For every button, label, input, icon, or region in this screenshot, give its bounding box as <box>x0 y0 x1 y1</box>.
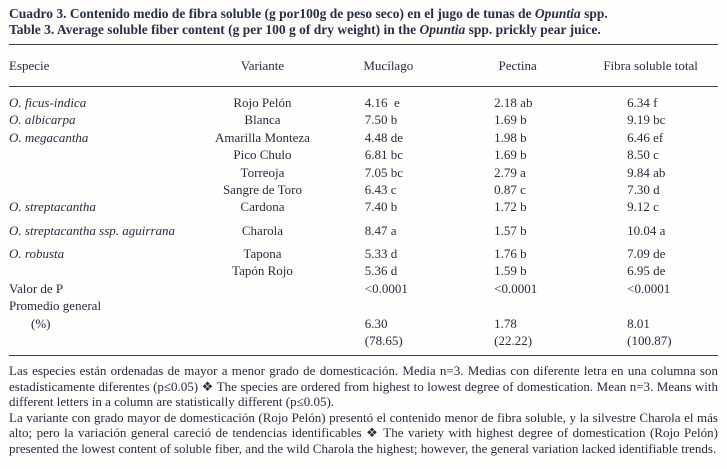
cell-variante <box>200 315 324 332</box>
cell-pectina: 2.79 a <box>494 164 526 180</box>
cell-mucilago: 7.40 b <box>364 199 398 215</box>
cell-variante: Tapona <box>243 246 282 261</box>
table-row <box>9 87 718 112</box>
column-header-fibra-soluble-total: Fibra soluble total <box>583 45 718 87</box>
cell-fibra-soluble-total: 6.95 de <box>627 263 666 279</box>
cell-variante: Cardona <box>240 199 285 215</box>
cell-fibra-soluble-total: 6.34 f <box>627 95 658 110</box>
caption-es-suffix: spp. <box>580 6 608 21</box>
column-header-especie: Especie <box>9 45 200 87</box>
cell-mucilago: 6.81 bc <box>364 147 404 163</box>
caption-spanish <box>9 6 718 22</box>
cell-fibra-soluble-total: 7.30 d <box>627 181 660 197</box>
cell-especie <box>9 263 200 280</box>
cell-pectina <box>452 298 583 315</box>
cell-mucilago: <0.0001 <box>364 280 408 296</box>
cell-pectina: 1.78 <box>494 315 517 331</box>
column-header-pectina: Pectina <box>452 45 583 87</box>
caption-english <box>9 22 718 38</box>
cell-pectina: 1.76 b <box>494 246 527 261</box>
cell-variante <box>200 280 324 297</box>
cell-fibra-soluble-total: 10.04 a <box>627 222 666 238</box>
cell-especie <box>9 181 200 198</box>
cell-variante: Pico Chulo <box>233 147 292 163</box>
cell-variante: Blanca <box>244 112 281 128</box>
table-container <box>9 45 718 356</box>
cell-mucilago: 7.05 bc <box>364 164 404 180</box>
cell-especie: O. albicarpa <box>9 112 76 128</box>
table-row <box>9 222 718 239</box>
cell-variante <box>200 298 324 315</box>
cell-mucilago: 6.43 c <box>364 181 397 197</box>
table-row <box>9 129 718 146</box>
table-row <box>9 199 718 216</box>
cell-variante: Charola <box>241 222 284 238</box>
caption-en-prefix: Table 3. Average soluble fiber content (g per 100 g of dry weight) in the <box>9 22 420 37</box>
cell-especie: O. streptacantha <box>9 199 96 215</box>
cell-fibra-soluble-total: 8.01 <box>627 315 650 331</box>
table-row <box>9 164 718 181</box>
table-footnotes <box>9 356 718 455</box>
table-row-general-mean <box>9 298 718 315</box>
data-table <box>9 45 718 355</box>
cell-fibra-soluble-total: 9.19 bc <box>627 112 666 128</box>
cell-fibra-soluble-total: 9.12 c <box>627 199 659 215</box>
cell-especie <box>9 332 200 355</box>
table-row <box>9 263 718 280</box>
cell-pectina: 1.98 b <box>494 129 527 145</box>
cell-fibra-soluble-total: 8.50 c <box>627 147 659 163</box>
cell-mucilago: 4.16 e <box>364 95 400 110</box>
cell-mucilago <box>324 298 452 315</box>
cell-pectina: 1.69 b <box>494 112 527 128</box>
cell-especie: (%) <box>31 315 51 331</box>
column-header-mucilago: Mucílago <box>324 45 452 87</box>
cell-variante: Amarilla Monteza <box>214 129 310 145</box>
cell-fibra-soluble-total: 9.84 ab <box>627 164 666 180</box>
cell-especie: O. megacantha <box>9 129 89 145</box>
cell-fibra-soluble-total: 7.09 de <box>627 246 666 261</box>
cell-fibra-soluble-total <box>583 298 718 315</box>
cell-especie <box>9 147 200 164</box>
footnote-statistics: Las especies están ordenadas de mayor a menor grado de domesticación. Media n=3. Medias con diferente letra en una columna son estadísticamente diferentes (p≤0.05) ❖ The species are ordered from highest to lowest degree of domestication. Mean n=3. Means with different letters in a column are statistically different (p≤0.05). <box>9 363 718 410</box>
cell-pectina: <0.0001 <box>494 280 538 296</box>
table-body <box>9 87 718 356</box>
table-row-percent-values <box>9 332 718 355</box>
table-row-p-value <box>9 280 718 297</box>
table-row <box>9 181 718 198</box>
table-row <box>9 112 718 129</box>
cell-mucilago: 8.47 a <box>364 222 397 238</box>
cell-fibra-soluble-total: (100.87) <box>627 332 672 348</box>
table-caption <box>9 6 718 45</box>
cell-pectina: 1.59 b <box>494 263 527 279</box>
header-row <box>9 45 718 87</box>
cell-mucilago: (78.65) <box>364 332 403 348</box>
cell-pectina: 1.72 b <box>494 199 527 215</box>
cell-pectina: (22.22) <box>494 332 533 348</box>
cell-fibra-soluble-total: <0.0001 <box>627 280 671 296</box>
cell-pectina: 0.87 c <box>494 181 526 197</box>
cell-pectina: 1.57 b <box>494 222 527 238</box>
cell-pectina: 1.69 b <box>494 147 527 163</box>
caption-es-prefix: Cuadro 3. Contenido medio de fibra soluble (g por100g de peso seco) en el jugo de tunas de <box>9 6 535 21</box>
table-row <box>9 246 718 263</box>
cell-especie: Valor de P <box>9 280 64 296</box>
caption-en-genus: Opuntia <box>419 22 466 37</box>
footnote-interpretation: La variante con grado mayor de domesticación (Rojo Pelón) presentó el contenido menor de fibra soluble, y la silvestre Charola el más alto; pero la variación general careció de tendencias identificables ❖ The variety with highest degree of domestication (Rojo Pelón) presented the lowest content of soluble fiber, and the wild Charola the highest; however, the general variation lacked identifiable trends. <box>9 409 718 456</box>
cell-variante: Sangre de Toro <box>222 181 302 197</box>
caption-en-suffix: spp. prickly pear juice. <box>465 22 601 37</box>
table-row <box>9 147 718 164</box>
caption-es-genus: Opuntia <box>534 6 581 21</box>
cell-pectina: 2.18 ab <box>494 95 533 110</box>
cell-especie: O. streptacantha ssp. aguirrana <box>9 222 175 238</box>
cell-mucilago: 7.50 b <box>364 112 398 128</box>
cell-variante: Torreoja <box>240 164 285 180</box>
cell-fibra-soluble-total: 6.46 ef <box>627 129 664 145</box>
cell-variante <box>200 332 324 355</box>
table-row-percent <box>9 315 718 332</box>
cell-especie: Promedio general <box>9 298 102 314</box>
cell-especie: O. ficus-indica <box>9 95 87 110</box>
cell-mucilago: 5.33 d <box>364 246 398 261</box>
cell-mucilago: 4.48 de <box>364 129 404 145</box>
cell-variante: Tapón Rojo <box>232 263 293 279</box>
cell-mucilago: 6.30 <box>364 315 388 331</box>
cell-mucilago: 5.36 d <box>364 263 398 279</box>
cell-especie <box>9 164 200 181</box>
cell-variante: Rojo Pelón <box>233 95 292 110</box>
table-header <box>9 45 718 87</box>
column-header-variante: Variante <box>200 45 324 87</box>
cell-especie: O. robusta <box>9 246 65 261</box>
